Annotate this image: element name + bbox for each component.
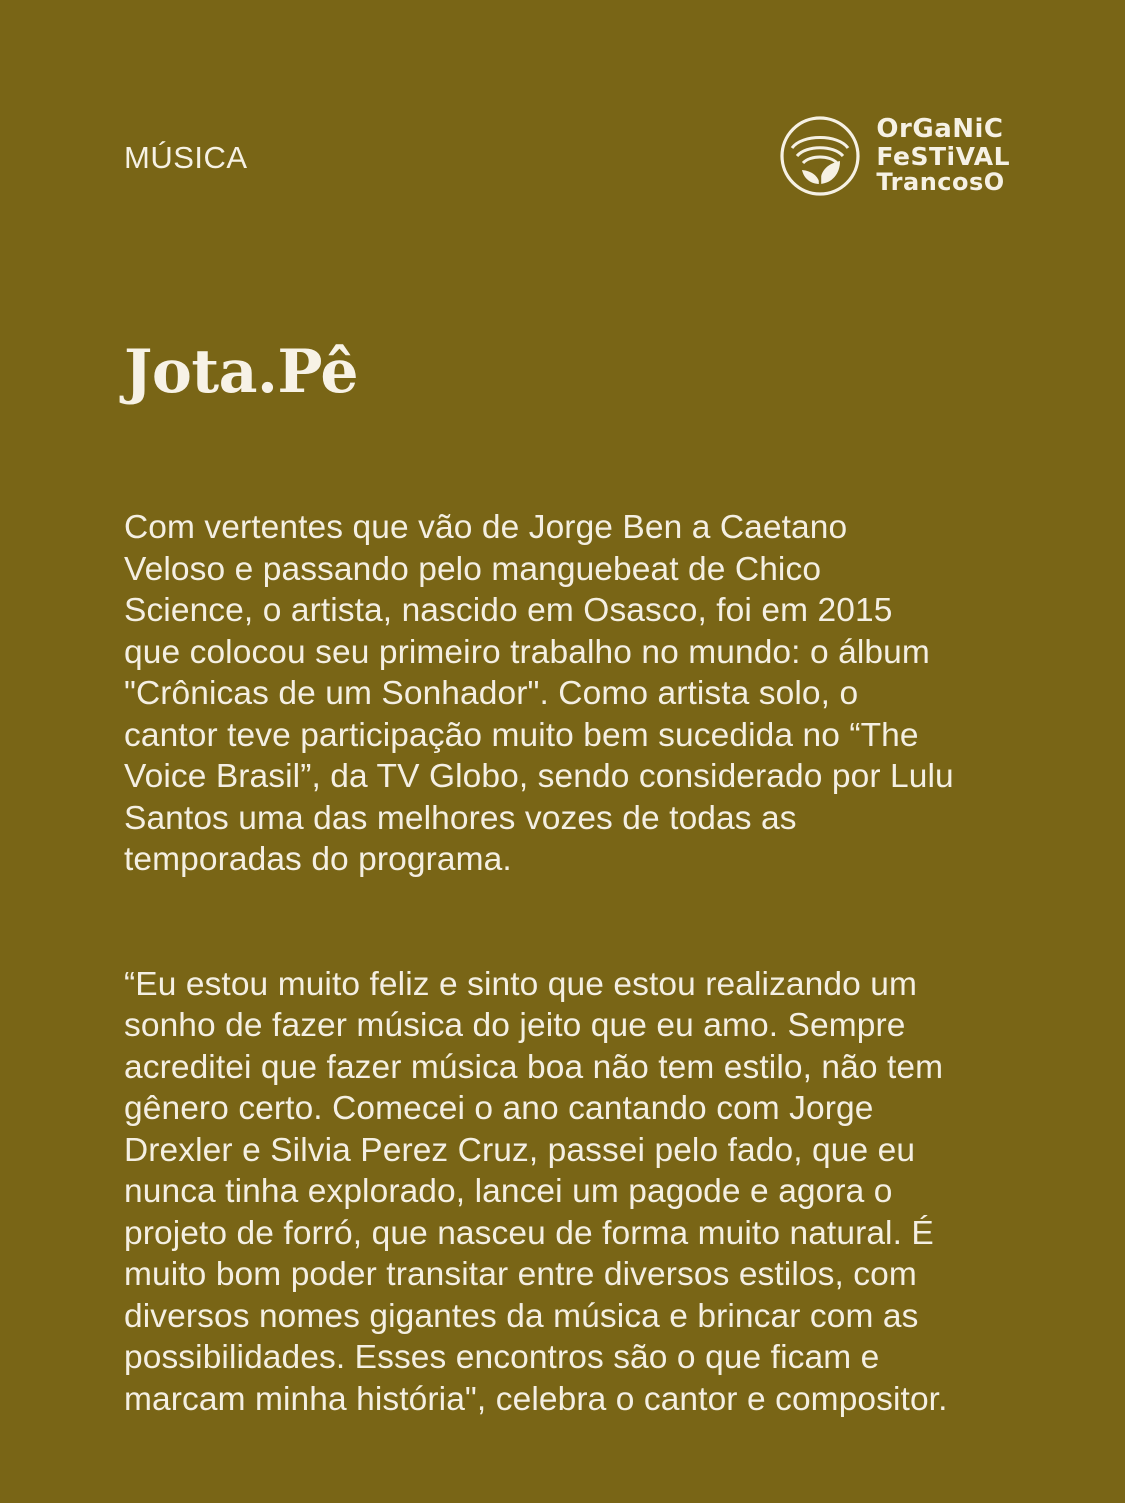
logo-line-2: FeSTiVAL	[876, 141, 1010, 171]
logo-line-1: OrGaNiC	[876, 114, 1004, 145]
logo-line-3: TrancosO	[876, 168, 1005, 197]
article-paragraph-1: Com vertentes que vão de Jorge Ben a Caetano Veloso e passando pelo manguebeat de Chico Science, o artista, nascido em Osasco, foi em 2015 que colocou seu primeiro trabalho no mundo: o álbum "Crônicas de um Sonhador". Como artista solo, o cantor teve participação muito bem sucedida no “The Voice Brasil”, da TV Globo, sendo considerado por Lulu Santos uma das melhores vozes de todas as temporadas do programa.	[124, 509, 964, 878]
festival-logo	[778, 114, 1010, 198]
article-paragraph-2: “Eu estou muito feliz e sinto que estou realizando um sonho de fazer música do jeito que eu amo. Sempre acreditei que fazer música boa não tem estilo, não tem gênero certo. Comecei o ano cantando com Jorge Drexler e Silvia Perez Cruz, passei pelo fado, que eu nunca tinha explorado, lancei um pagode e agora o projeto de forró, que nasceu de forma muito natural. É muito bom poder transitar entre diversos estilos, com diversos nomes gigantes da música e brincar com as possibilidades. Esses encontros são o que ficam e marcam minha história", celebra o cantor e compositor.	[124, 965, 953, 1418]
category-label: MÚSICA	[124, 140, 248, 175]
article-body	[124, 424, 964, 1503]
card-header	[124, 110, 1010, 210]
organic-festival-leaf-icon	[778, 114, 862, 198]
festival-logo-wordmark	[876, 116, 1010, 195]
page-title: Jota.Pê	[124, 337, 359, 408]
